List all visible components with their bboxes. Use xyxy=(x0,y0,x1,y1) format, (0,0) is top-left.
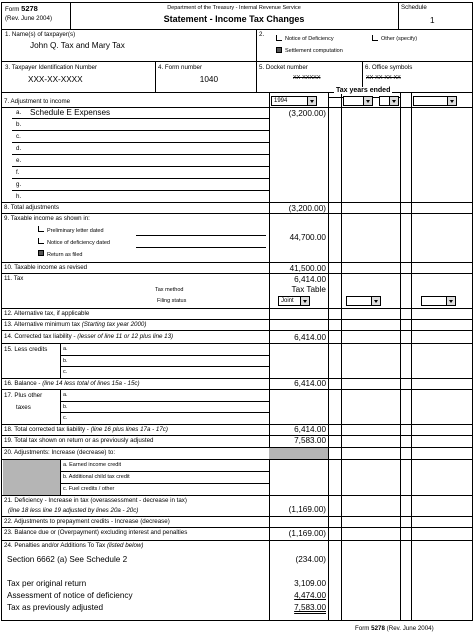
notice-of-deficiency-checkbox[interactable] xyxy=(276,35,282,41)
line22-label: 22. Adjustments to prepayment credits - Increase (decrease) xyxy=(4,518,170,525)
line7f-label: f. xyxy=(16,169,20,176)
notice-of-deficiency-label: Notice of Deficiency xyxy=(285,36,334,42)
line21-note: (line 18 less line 19 adjusted by lines 20a - 20c) xyxy=(8,507,139,514)
return-as-filed-label: Return as filed xyxy=(47,252,83,258)
line24-label: 24. Penalties and/or Additions To Tax (listed below) xyxy=(4,542,144,549)
chevron-down-icon xyxy=(447,97,456,105)
form-number-field[interactable]: 1040 xyxy=(199,75,218,84)
settlement-computation-label: Settlement computation xyxy=(285,48,343,54)
line17-label: 17. Plus other xyxy=(4,392,43,399)
line8-label: 8. Total adjustments xyxy=(4,204,59,211)
tax-method-value[interactable]: Tax Table xyxy=(291,285,326,294)
preliminary-letter-date-line[interactable] xyxy=(136,235,266,236)
tin-label: 3. Taxpayer Identification Number xyxy=(5,64,98,71)
form-revision: (Rev. June 2004) xyxy=(5,15,53,22)
tax-year-select-4[interactable] xyxy=(413,96,457,106)
tax-previously-adjusted-label: Tax as previously adjusted xyxy=(7,603,104,612)
tax-per-original-return-value[interactable]: 3,109.00 xyxy=(294,579,326,588)
line7-label: 7. Adjustment to income xyxy=(4,98,71,105)
assessment-notice-value[interactable]: 4,474.00 xyxy=(294,591,326,600)
line14-value[interactable]: 6,414.00 xyxy=(294,333,326,342)
settlement-computation-checkbox[interactable] xyxy=(276,47,282,53)
line15-label: 15. Less credits xyxy=(4,346,48,353)
line7a-value[interactable]: (3,200.00) xyxy=(288,109,326,118)
line9-label: 9. Taxable income as shown in: xyxy=(4,215,90,222)
line17c-label: c. xyxy=(63,415,68,421)
line7c-label: c. xyxy=(16,133,21,140)
section-6662-value[interactable]: (234.00) xyxy=(295,555,326,564)
office-symbols-field[interactable]: XX-XX-XX-XX xyxy=(366,75,401,81)
line20a-label: a. Earned income credit xyxy=(63,462,122,468)
return-as-filed-checkbox[interactable] xyxy=(38,250,44,256)
chevron-down-icon xyxy=(389,97,398,105)
filing-status-select-3[interactable] xyxy=(421,296,456,306)
line21-value[interactable]: (1,169.00) xyxy=(288,505,326,514)
office-symbols-label: 6. Office symbols xyxy=(365,64,413,71)
department-name: Department of the Treasury - Internal Revenue Service xyxy=(167,5,301,11)
line15a-label: a. xyxy=(63,346,68,352)
schedule-number: 1 xyxy=(430,16,435,25)
tax-years-header: Tax years ended xyxy=(336,87,391,94)
line9-value[interactable]: 44,700.00 xyxy=(289,233,326,242)
filing-status-label: Filing status xyxy=(157,298,187,304)
line12-label: 12. Alternative tax, if applicable xyxy=(4,310,90,317)
line19-label: 19. Total tax shown on return or as previously adjusted xyxy=(4,437,154,444)
docket-number-label: 5. Docket number xyxy=(259,64,308,71)
tax-previously-adjusted-value[interactable]: 7,583.00 xyxy=(294,603,326,612)
line20-shaded-value xyxy=(269,448,328,459)
line20-label: 20. Adjustments: Increase (decrease) to: xyxy=(4,449,116,456)
tax-year-select-3[interactable] xyxy=(379,96,399,106)
line23-value[interactable]: (1,169.00) xyxy=(288,529,326,538)
chevron-down-icon xyxy=(446,297,455,305)
chevron-down-icon xyxy=(300,297,309,305)
line16-label: 16. Balance - (line 14 less total of lines 15a - 15c) xyxy=(4,380,140,387)
form-label: Form 5278 xyxy=(5,4,38,13)
notice-deficiency-date-line[interactable] xyxy=(136,247,266,248)
preliminary-letter-checkbox[interactable] xyxy=(38,226,44,232)
line7b-label: b. xyxy=(16,121,22,128)
line14-label: 14. Corrected tax liability - (lesser of line 11 or 12 plus line 13) xyxy=(4,333,174,340)
line18-label: 18. Total corrected tax liability - (line 16 plus lines 17a - 17c) xyxy=(4,426,168,433)
preliminary-letter-label: Preliminary letter dated xyxy=(47,228,104,234)
line23-label: 23. Balance due or (Overpayment) excluding interest and penalties xyxy=(4,529,188,536)
line20-shaded-area xyxy=(3,460,60,495)
line17b-label: b. xyxy=(63,404,68,410)
line7g-label: g. xyxy=(16,181,22,188)
line8-value[interactable]: (3,200.00) xyxy=(288,204,326,213)
notice-deficiency-dated-label: Notice of deficiency dated xyxy=(47,240,110,246)
tax-per-original-return-label: Tax per original return xyxy=(7,579,87,588)
line10-label: 10. Taxable income as revised xyxy=(4,264,88,271)
line7e-label: e. xyxy=(16,157,22,164)
line15b-label: b. xyxy=(63,358,68,364)
line2-label: 2. xyxy=(259,31,265,38)
notice-deficiency-dated-checkbox[interactable] xyxy=(38,238,44,244)
line7a-label: a. xyxy=(16,109,22,116)
line17-taxes-label: taxes xyxy=(16,404,31,411)
line21-label: 21. Deficiency - Increase in tax (overassessment - decrease in tax) xyxy=(4,497,187,504)
line20b-label: b. Additional child tax credit xyxy=(63,474,130,480)
tax-year-select-2[interactable] xyxy=(343,96,373,106)
tax-method-label: Tax method xyxy=(155,287,184,293)
chevron-down-icon xyxy=(307,97,316,105)
line15c-label: c. xyxy=(63,369,68,375)
other-specify-checkbox[interactable] xyxy=(372,35,378,41)
tin-field[interactable]: XXX-XX-XXXX xyxy=(28,75,83,84)
assessment-notice-label: Assessment of notice of deficiency xyxy=(7,591,133,600)
line17a-label: a. xyxy=(63,392,68,398)
other-specify-label: Other (specify) xyxy=(381,36,418,42)
line11-label: 11. Tax xyxy=(4,275,24,282)
line7d-label: d. xyxy=(16,145,22,152)
taxpayer-name-label: 1. Name(s) of taxpayer(s) xyxy=(5,31,76,38)
tax-year-select-1[interactable]: 1994 xyxy=(271,96,317,106)
docket-number-field[interactable]: XX-XXXXX xyxy=(293,75,321,81)
page-title: Statement - Income Tax Changes xyxy=(163,14,305,24)
line18-value[interactable]: 6,414.00 xyxy=(294,425,326,434)
footer-form-label: Form 5278 (Rev. June 2004) xyxy=(355,625,434,632)
line7a-description[interactable]: Schedule E Expenses xyxy=(30,108,111,117)
line20c-label: c. Fuel credits / other xyxy=(63,486,115,492)
form-number-label: 4. Form number xyxy=(158,64,203,71)
line10-value[interactable]: 41,500.00 xyxy=(289,264,326,273)
line11-value[interactable]: 6,414.00 xyxy=(294,275,326,284)
taxpayer-name-field[interactable]: John Q. Tax and Mary Tax xyxy=(30,41,125,50)
section-6662-label[interactable]: Section 6662 (a) See Schedule 2 xyxy=(7,555,128,564)
filing-status-select-1[interactable]: Joint xyxy=(278,296,310,306)
chevron-down-icon xyxy=(371,297,380,305)
chevron-down-icon xyxy=(363,97,372,105)
line19-value[interactable]: 7,583.00 xyxy=(294,436,326,445)
line13-label: 13. Alternative minimum tax (Starting tax year 2000) xyxy=(4,321,147,328)
line7h-label: h. xyxy=(16,193,22,200)
line16-value[interactable]: 6,414.00 xyxy=(294,379,326,388)
filing-status-select-2[interactable] xyxy=(346,296,381,306)
schedule-label: Schedule xyxy=(401,4,427,11)
